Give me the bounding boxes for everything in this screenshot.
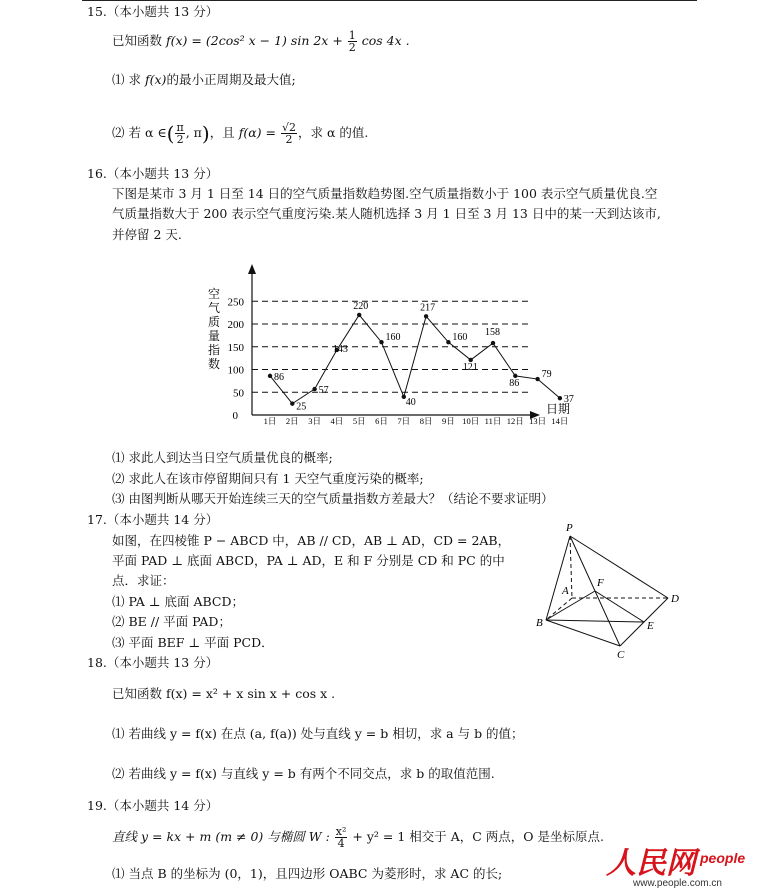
ylabel-char: 质: [207, 315, 221, 329]
q16-sub1: ⑴ 求此人到达当日空气质量优良的概率;: [112, 450, 333, 465]
ylabel-char: 气: [207, 301, 221, 315]
x-tick-label: 2日: [285, 416, 299, 426]
q15-part1: ⑴ 求 f(x)的最小正周期及最大值;: [112, 72, 296, 87]
q16-sub3: ⑶ 由图判断从哪天开始连续三天的空气质量指数方差最大？（结论不要求证明）: [112, 491, 554, 506]
ylabel-char: 量: [207, 329, 221, 343]
ylabel-char: 数: [207, 357, 221, 371]
q15-part2: ⑵ 若 α ∈( $\frac{\pi}{2}$ , π)，且 f(α) = $\frac{√2}{2}$ ，求 α 的值.: [112, 121, 369, 146]
q16-line1: 下图是某市 3 月 1 日至 14 日的空气质量指数趋势图.空气质量指数小于 100 表示空气质量优良.空: [112, 186, 658, 201]
data-point: [312, 387, 316, 391]
data-label: 160: [385, 332, 401, 344]
y-tick-label: 250: [227, 296, 244, 309]
q18-sub1: ⑴ 若曲线 y = f(x) 在点 (a, f(a)) 处与直线 y = b 相切，求 a 与 b 的值；: [112, 726, 524, 741]
data-label: 121: [462, 361, 478, 373]
data-label: 217: [420, 302, 436, 314]
x-tick-label: 8日: [419, 416, 433, 426]
q18-sub2: ⑵ 若曲线 y = f(x) 与直线 y = b 有两个不同交点，求 b 的取值范围.: [112, 766, 495, 781]
x-tick-label: 13日: [529, 416, 547, 426]
q16-line3: 并停留 2 天.: [112, 227, 182, 242]
data-point: [268, 374, 272, 378]
q17-sub3: ⑶ 平面 BEF ⊥ 平面 PCD．: [112, 635, 274, 650]
q18-header: 18.（本小题共 13 分）: [87, 655, 219, 670]
data-point: [379, 340, 383, 344]
label-P: P: [566, 522, 573, 534]
x-tick-label: 12日: [506, 416, 524, 426]
data-point: [558, 396, 562, 400]
x-tick-label: 5日: [352, 416, 366, 426]
y-tick-label: 200: [227, 319, 244, 331]
x-tick-label: 4日: [330, 416, 344, 426]
data-label: 158: [485, 327, 500, 339]
y-tick-label: 50: [233, 387, 244, 400]
q16-header: 16.（本小题共 13 分）: [87, 166, 219, 181]
data-label: 86: [509, 377, 520, 389]
q19-line: 直线 y = kx + m (m ≠ 0) 与椭圆 W : $\frac{\text{x²}}{4}$ + y² = 1 相交于 A，C 两点，O 是坐标原点.: [112, 825, 604, 850]
watermark-url: www.people.com.cn: [633, 878, 722, 889]
q17-line3: 点．求证：: [112, 573, 175, 588]
x-tick-label: 7日: [397, 416, 411, 426]
data-point: [491, 341, 495, 345]
top-rule: [82, 0, 697, 1]
q16-sub2: ⑵ 求此人在该市停留期间只有 1 天空气重度污染的概率;: [112, 471, 424, 486]
data-label: 160: [452, 332, 468, 344]
x-tick-label: 3日: [308, 416, 321, 426]
x-tick-label: 9日: [442, 416, 455, 426]
q17-line1: 如图，在四棱锥 P − ABCD 中，AB // CD，AB ⊥ AD，CD = 2AB，: [112, 533, 511, 548]
q17-sub2: ⑵ BE // 平面 PAD；: [112, 614, 231, 629]
x-tick-label: 10日: [462, 416, 480, 426]
x-tick-label: 6日: [375, 416, 388, 426]
label-E: E: [647, 620, 654, 632]
aqi-line-chart: [200, 258, 580, 436]
watermark-logo-cn: 人民网: [606, 846, 696, 881]
data-point: [357, 313, 361, 317]
x-axis-label: 日期: [546, 402, 571, 416]
label-A: A: [562, 585, 569, 597]
ylabel-char: 指: [207, 343, 221, 357]
data-label: 220: [353, 300, 369, 312]
data-point: [424, 314, 428, 318]
q15-given: 已知函数 f(x) = (2cos² x − 1) sin 2x + $\frac{1}{2}$ cos 4x .: [112, 29, 410, 54]
chart-y-axis-label: [208, 286, 220, 371]
q19-sub1: ⑴ 当点 B 的坐标为 (0，1)，且四边形 OABC 为菱形时，求 AC 的长;: [112, 866, 503, 881]
label-B: B: [536, 617, 543, 629]
data-point: [290, 401, 294, 405]
q17-line2: 平面 PAD ⊥ 底面 ABCD，PA ⊥ AD，E 和 F 分别是 CD 和 PC 的中: [112, 553, 505, 568]
x-tick-label: 14日: [551, 416, 569, 426]
y-tick-label: 150: [227, 341, 244, 354]
q16-line2: 气质量指数大于 200 表示空气重度污染.某人随机选择 3 月 1 日至 3 月 13 日中的某一天到达该市,: [112, 206, 661, 221]
q15-header: 15.（本小题共 13 分）: [87, 4, 219, 19]
data-label: 25: [296, 401, 307, 413]
q18-given: 已知函数 f(x) = x² + x sin x + cos x .: [112, 686, 336, 701]
x-tick-label: 1日: [263, 416, 277, 426]
q19-header: 19.（本小题共 14 分）: [87, 798, 219, 813]
q17-sub1: ⑴ PA ⊥ 底面 ABCD；: [112, 594, 244, 609]
data-point: [446, 340, 450, 344]
x-tick-label: 11日: [484, 416, 502, 426]
data-point: [535, 377, 539, 381]
label-F: F: [597, 577, 604, 589]
y-axis-arrow: [248, 264, 256, 274]
ylabel-char: 空: [207, 287, 221, 301]
label-C: C: [617, 649, 625, 660]
data-label: 143: [332, 343, 348, 355]
label-D: D: [671, 593, 679, 605]
data-label: 86: [274, 371, 284, 383]
y-tick-label: 0: [232, 410, 238, 422]
q17-header: 17.（本小题共 14 分）: [87, 512, 219, 527]
data-label: 40: [405, 396, 416, 408]
data-label: 57: [318, 385, 329, 397]
y-tick-label: 100: [227, 364, 244, 377]
watermark-logo-en: people: [700, 850, 746, 866]
data-label: 79: [541, 369, 552, 381]
pyramid-figure: [528, 518, 688, 660]
data-label: 37: [563, 394, 574, 406]
